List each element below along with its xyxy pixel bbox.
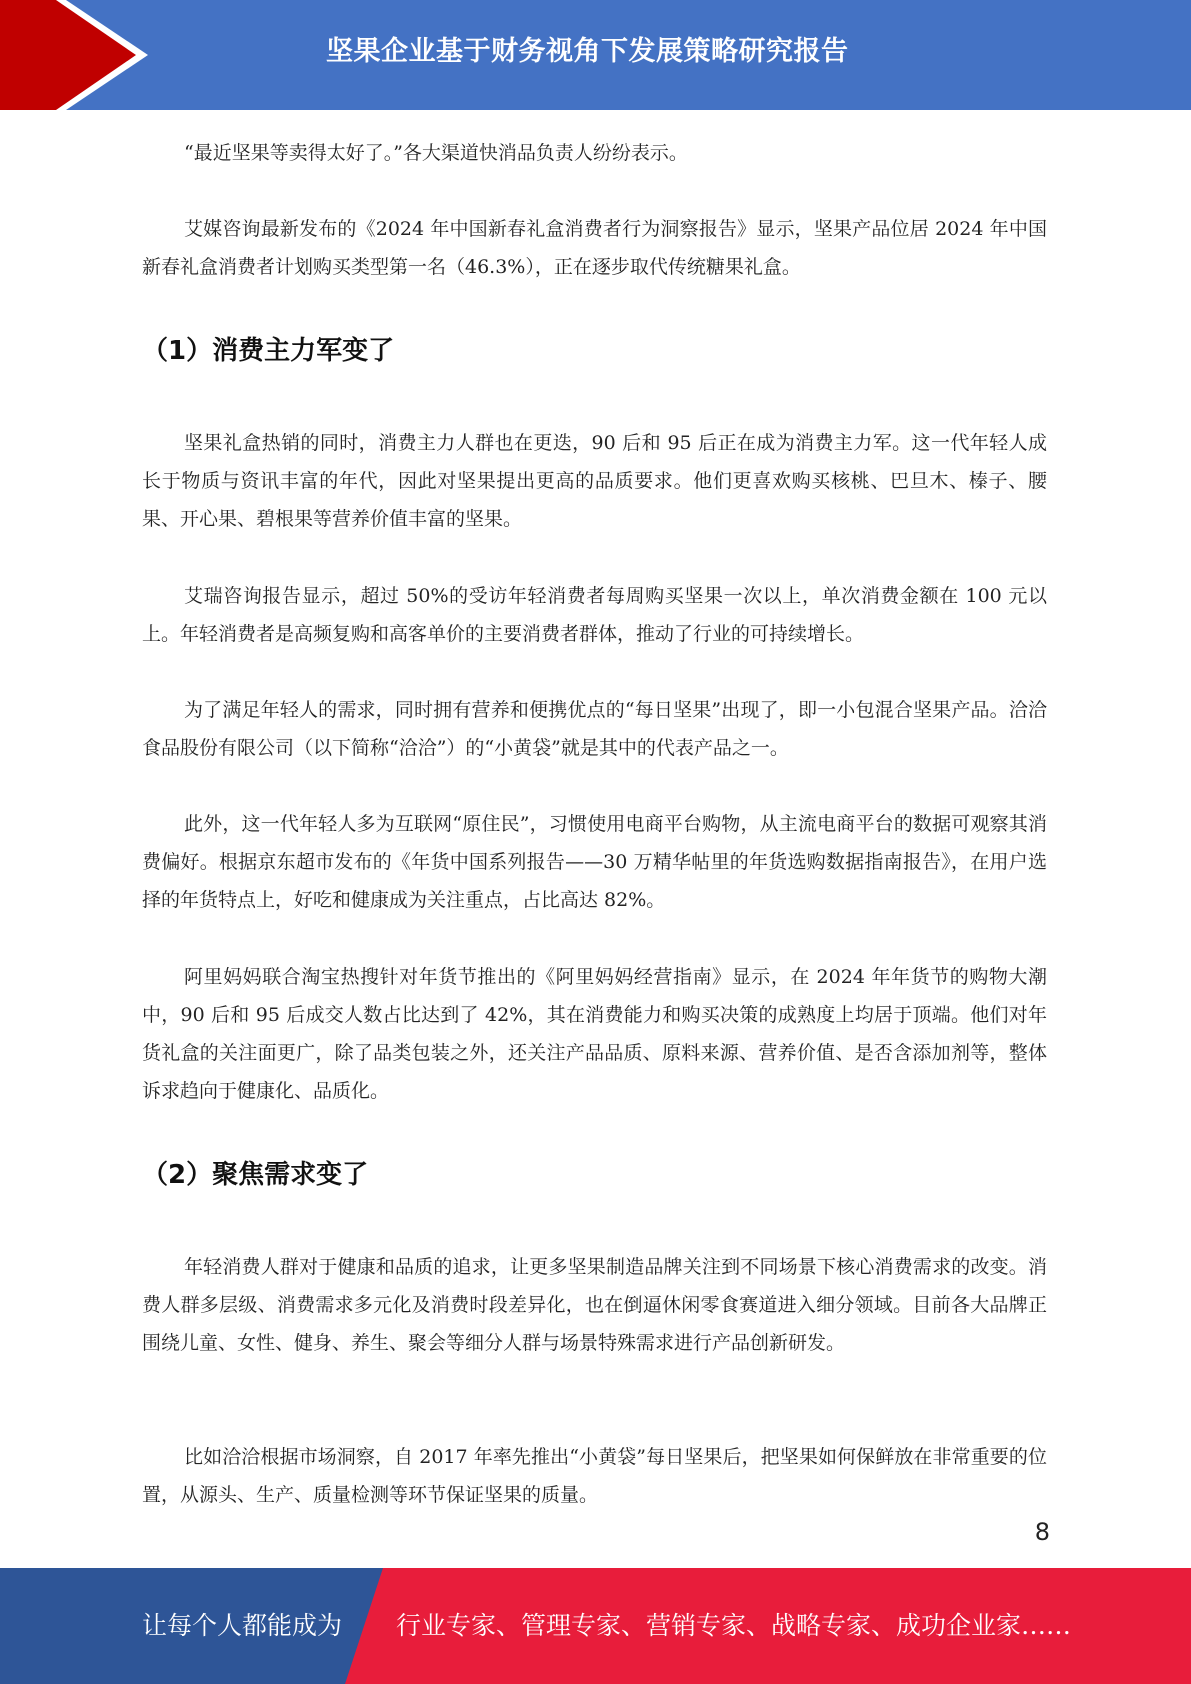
report-title: 坚果企业基于财务视角下发展策略研究报告	[326, 36, 849, 67]
paragraph-7: 阿里妈妈联合淘宝热搜针对年货节推出的《阿里妈妈经营指南》显示，在 2024 年年货节的购物大潮中，90 后和 95 后成交人数占比达到了 42%，其在消费能力和购买决策的成熟度上均居于顶端。他们对年货礼盒的关注面更广，除了品类包装之外，还关注产品品质、原料来源、营养价值、是否含添加剂等，整体诉求趋向于健康化、品质化。	[142, 966, 1047, 1102]
section-heading-1: （1）消费主力军变了	[142, 336, 395, 366]
paragraph-5: 为了满足年轻人的需求，同时拥有营养和便携优点的“每日坚果”出现了，即一小包混合坚果产品。洽洽食品股份有限公司（以下简称“洽洽”）的“小黄袋”就是其中的代表产品之一。	[142, 699, 1047, 759]
paragraph-8: 年轻消费人群对于健康和品质的追求，让更多坚果制造品牌关注到不同场景下核心消费需求的改变。消费人群多层级、消费需求多元化及消费时段差异化，也在倒逼休闲零食赛道进入细分领域。目前各大品牌正围绕儿童、女性、健身、养生、聚会等细分人群与场景特殊需求进行产品创新研发。	[142, 1256, 1047, 1354]
paragraph-1: “最近坚果等卖得太好了。”各大渠道快消品负责人纷纷表示。	[184, 142, 688, 164]
footer-band	[0, 1568, 1191, 1684]
paragraph-6: 此外，这一代年轻人多为互联网“原住民”，习惯使用电商平台购物，从主流电商平台的数据可观察其消费偏好。根据京东超市发布的《年货中国系列报告——30 万精华帖里的年货选购数据指南报告》，在用户选择的年货特点上，好吃和健康成为关注重点，占比高达 82%。	[142, 813, 1047, 911]
page-number: 8	[1034, 1518, 1050, 1546]
footer-slogan-left: 让每个人都能成为	[142, 1611, 343, 1640]
paragraph-9: 比如洽洽根据市场洞察，自 2017 年率先推出“小黄袋”每日坚果后，把坚果如何保鲜放在非常重要的位置，从源头、生产、质量检测等环节保证坚果的质量。	[142, 1446, 1047, 1506]
red-chevron-decoration	[0, 0, 160, 110]
paragraph-3: 坚果礼盒热销的同时，消费主力人群也在更迭，90 后和 95 后正在成为消费主力军。这一代年轻人成长于物质与资讯丰富的年代，因此对坚果提出更高的品质要求。他们更喜欢购买核桃、巴旦木、榛子、腰果、开心果、碧根果等营养价值丰富的坚果。	[142, 432, 1047, 530]
footer-slogan-right: 行业专家、管理专家、营销专家、战略专家、成功企业家……	[396, 1611, 1072, 1640]
section-heading-2: （2）聚焦需求变了	[142, 1160, 369, 1190]
paragraph-4: 艾瑞咨询报告显示，超过 50%的受访年轻消费者每周购买坚果一次以上，单次消费金额在 100 元以上。年轻消费者是高频复购和高客单价的主要消费者群体，推动了行业的可持续增长。	[142, 585, 1047, 645]
paragraph-2: 艾媒咨询最新发布的《2024 年中国新春礼盒消费者行为洞察报告》显示，坚果产品位居 2024 年中国新春礼盒消费者计划购买类型第一名（46.3%），正在逐步取代传统糖果礼盒。	[142, 218, 1047, 278]
header-band	[0, 0, 1191, 110]
